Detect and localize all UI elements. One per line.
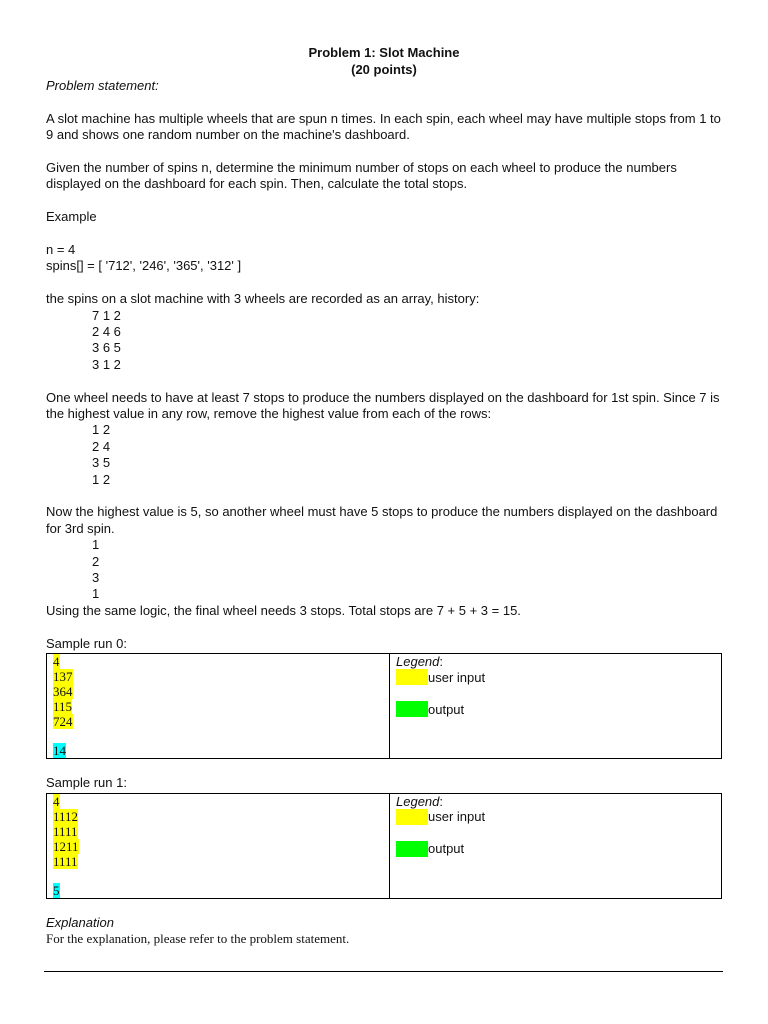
problem-statement-label: Problem statement:	[46, 78, 159, 93]
legend-output	[396, 701, 721, 717]
spins-line: spins[] = [ '712', '246', '365', '312' ]	[46, 258, 242, 274]
legend-output-label: output	[428, 841, 465, 856]
user-input-line: 364	[53, 684, 73, 700]
paragraph-2: Given the number of spins n, determine the minimum number of stops on each wheel to produce the numbers displayed on the dashboard for each spin. Then, calculate the total stops.	[46, 160, 677, 192]
legend-colon: :	[439, 793, 444, 809]
legend-title: Legend	[396, 654, 440, 670]
user-input-line: 4	[53, 654, 60, 670]
history-block-1	[46, 308, 722, 374]
output-swatch	[396, 841, 428, 857]
user-input-line: 1112	[53, 808, 79, 824]
user-input-line: 4	[53, 793, 60, 809]
legend-output	[396, 841, 721, 857]
legend-title: Legend	[396, 793, 440, 809]
history-row: 1 2	[92, 471, 111, 487]
history-row: 3 5	[92, 455, 111, 471]
sample-run-1-io	[47, 793, 390, 898]
user-input-swatch	[396, 669, 428, 685]
legend-colon: :	[439, 654, 444, 670]
legend-user-input-label: user input	[428, 669, 486, 685]
sample-run-0-label: Sample run 0:	[46, 635, 127, 651]
legend-user-input	[396, 809, 721, 825]
history-row: 1	[92, 586, 100, 602]
history-row: 7 1 2	[92, 307, 121, 323]
legend-cell	[390, 654, 722, 759]
document-page	[46, 0, 722, 947]
history-row: 3	[92, 570, 100, 586]
history-row: 3 1 2	[92, 356, 121, 372]
history-row: 2 4 6	[92, 324, 121, 340]
user-input-line: 1111	[53, 823, 78, 839]
sample-run-0-io	[47, 654, 390, 759]
explanation-label: Explanation	[46, 914, 114, 930]
legend-user-input	[396, 669, 721, 685]
history-row: 2 4	[92, 438, 111, 454]
sample-run-0-table	[46, 653, 722, 759]
paragraph-5: Now the highest value is 5, so another wheel must have 5 stops to produce the numbers displayed on the dashboard for 3rd spin.	[46, 504, 718, 536]
title-line-1: Problem 1: Slot Machine	[308, 45, 460, 60]
sample-run-1-label: Sample run 1:	[46, 775, 127, 791]
user-input-line: 137	[53, 669, 73, 685]
paragraph-6: Using the same logic, the final wheel needs 3 stops. Total stops are 7 + 5 + 3 = 15.	[46, 602, 521, 618]
legend-output-label: output	[428, 701, 465, 717]
sample-run-1-table	[46, 793, 722, 899]
explanation-text: For the explanation, please refer to the problem statement.	[46, 930, 350, 946]
problem-title	[46, 44, 722, 78]
output-line: 14	[53, 743, 66, 759]
user-input-line: 115	[53, 699, 73, 715]
history-row: 2	[92, 553, 100, 569]
legend-cell	[390, 793, 722, 898]
history-row: 1	[92, 537, 100, 553]
example-label: Example	[46, 209, 97, 225]
user-input-line: 724	[53, 714, 73, 730]
paragraph-3: the spins on a slot machine with 3 wheels are recorded as an array, history:	[46, 291, 480, 307]
footer-rule	[44, 971, 723, 972]
output-line: 5	[53, 882, 60, 898]
user-input-line: 1211	[53, 838, 79, 854]
history-row: 3 6 5	[92, 340, 121, 356]
paragraph-4: One wheel needs to have at least 7 stops to produce the numbers displayed on the dashboard for 1st spin. Since 7 is the highest value in any row, remove the highest value from each of the rows:	[46, 389, 720, 422]
history-block-2	[46, 422, 722, 488]
history-block-3	[46, 537, 722, 603]
history-row: 1 2	[92, 422, 111, 438]
user-input-swatch	[396, 809, 428, 825]
user-input-line: 1111	[53, 853, 78, 869]
legend-user-input-label: user input	[428, 809, 486, 824]
title-line-2: (20 points)	[351, 62, 417, 77]
n-line: n = 4	[46, 242, 76, 257]
paragraph-1: A slot machine has multiple wheels that are spun n times. In each spin, each wheel may have multiple stops from 1 to 9 and shows one random number on the machine's dashboard.	[46, 110, 721, 143]
output-swatch	[396, 701, 428, 717]
